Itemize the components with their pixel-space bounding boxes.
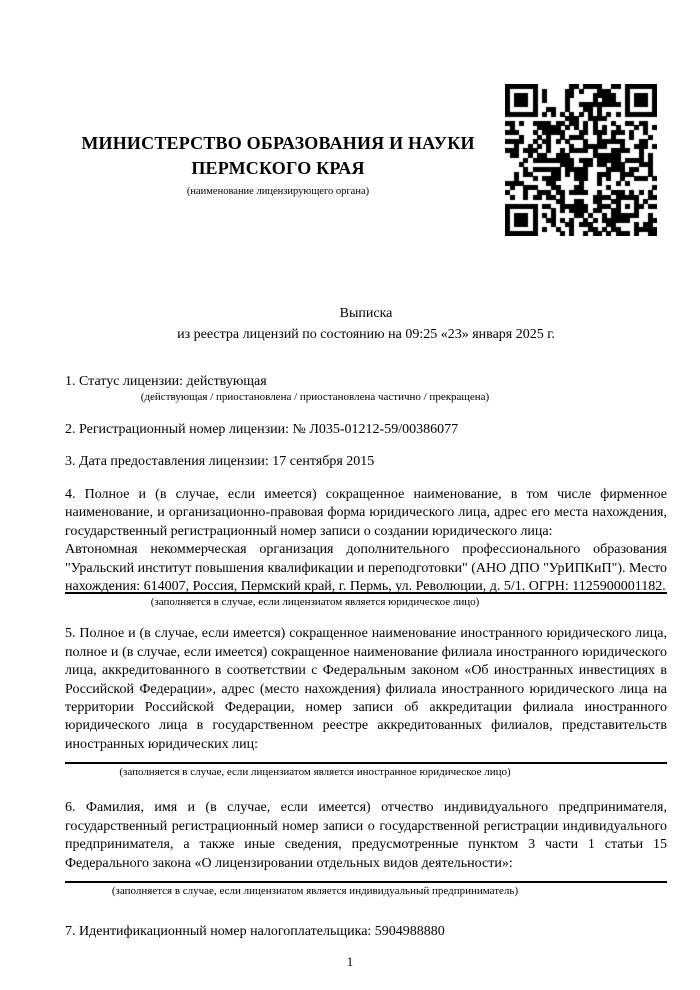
- foreign-entity-underline: [65, 762, 667, 764]
- license-status-caption: (действующая / приостановлена / приостановлена частично / прекращена): [140, 391, 490, 403]
- legal-entity-section: [65, 486, 667, 596]
- page-number: 1: [346, 953, 354, 969]
- entrepreneur-intro: 6. Фамилия, имя и (в случае, если имеется) отчество индивидуального предпринимателя, государственный регистрационный номер записи о государственной регистрации индивидуального предпринимателя, а также иные сведения, предусмотренные пунктом 3 части 1 статьи 15 Федерального закона «О лицензировании отдельных видов деятельности»:: [65, 800, 667, 871]
- document-title: Выписка: [339, 306, 393, 321]
- legal-entity-intro: 4. Полное и (в случае, если имеется) сокращенное наименование, в том числе фирменное наименование, и организационно-правовая форма юридического лица, адрес его места нахождения, государственный регистрационный номер записи о создании юридического лица:: [65, 487, 667, 539]
- license-grant-date: 3. Дата предоставления лицензии: 17 сентября 2015: [65, 454, 375, 469]
- registration-number: 2. Регистрационный номер лицензии: № Л035-01212-59/00386077: [65, 422, 459, 437]
- entrepreneur-section: [65, 799, 667, 873]
- entrepreneur-caption-row: [65, 884, 565, 898]
- document-subtitle: из реестра лицензий по состоянию на 09:25 «23» января 2025 г.: [177, 327, 555, 342]
- legal-entity-value: Автономная некоммерческая организация дополнительного профессионального образования "Уральский институт повышения квалификации и переподготовки" (АНО ДПО "УрИПКиП"). Место нахождения: 614007, Россия, Пермский край, г. Пермь, ул. Революции, д. 5/1. ОГРН: 1125900001182.: [65, 542, 667, 595]
- document-title-block: [65, 303, 667, 345]
- foreign-entity-caption-row: [65, 765, 565, 779]
- taxpayer-id: 7. Идентификационный номер налогоплательщика: 5904988880: [65, 923, 445, 939]
- legal-entity-caption: (заполняется в случае, если лицензиатом является юридическое лицо): [150, 596, 480, 609]
- entrepreneur-underline: [65, 881, 667, 883]
- foreign-entity-caption: (заполняется в случае, если лицензиатом является иностранное юридическое лицо): [119, 766, 511, 779]
- ministry-name-line2: ПЕРМСКОГО КРАЯ: [191, 158, 365, 178]
- foreign-entity-intro: 5. Полное и (в случае, если имеется) сокращенное наименование иностранного юридического лица, полное и (в случае, если имеется) сокращенное наименование филиала иностранного юридического лица, аккредитованного в соответствии с Федеральным законом «Об иностранных инвестициях в Российской Федерации», адрес (место нахождения) филиала иностранного юридического лица на территории Российской Федерации, номер записи об аккредитации филиала иностранного юридического лица в государственном реестре аккредитованных филиалов, представительств иностранных юридических лиц:: [65, 626, 667, 752]
- license-status: 1. Статус лицензии: действующая: [65, 374, 267, 389]
- legal-entity-caption-row: [65, 595, 565, 609]
- document-body: [65, 0, 667, 972]
- foreign-entity-section: [65, 625, 667, 754]
- entrepreneur-caption: (заполняется в случае, если лицензиатом является индивидуальный предприниматель): [111, 884, 519, 897]
- licensing-authority-caption: (наименование лицензирующего органа): [186, 186, 370, 197]
- license-status-caption-row: [65, 390, 565, 404]
- ministry-name-line1: МИНИСТЕРСТВО ОБРАЗОВАНИЯ И НАУКИ: [81, 133, 475, 153]
